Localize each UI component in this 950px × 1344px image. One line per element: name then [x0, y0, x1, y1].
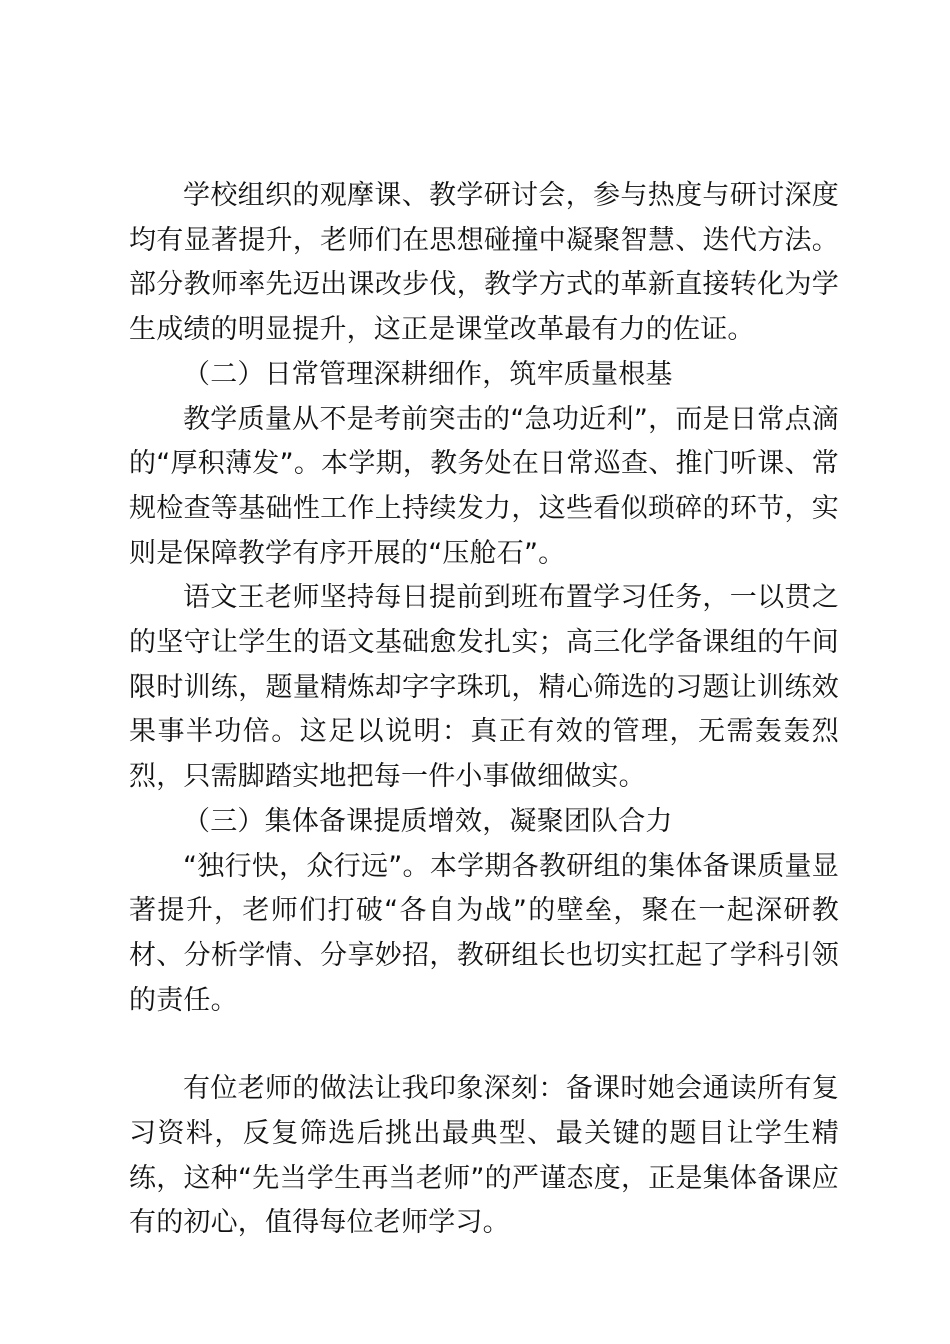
paragraph-teaching-quality: 教学质量从不是考前突击的“急功近利”，而是日常点滴的“厚积薄发”。本学期，教务处在日常巡查、推门听课、常规检查等基础性工作上持续发力，这些看似琐碎的环节，实则是保障教学有序开展的“压舱石”。 [129, 403, 839, 569]
paragraph-teacher-example: 语文王老师坚持每日提前到班布置学习任务，一以贯之的坚守让学生的语文基础愈发扎实；高三化学备课组的午间限时训练，题量精炼却字字珠玑，精心筛选的习题让训练效果事半功倍。这足以说明：真正有效的管理，无需轰轰烈烈，只需脚踏实地把每一件小事做细做实。 [129, 582, 839, 793]
paragraph-collective-preparation: “独行快，众行远”。本学期各教研组的集体备课质量显著提升，老师们打破“各自为战”的壁垒，聚在一起深研教材、分析学情、分享妙招，教研组长也切实扛起了学科引领的责任。 [129, 850, 839, 1016]
section-heading-daily-management: （二）日常管理深耕细作，筑牢质量根基 [183, 358, 673, 390]
paragraph-spacer [129, 1023, 839, 1067]
paragraph-observation-lessons: 学校组织的观摩课、教学研讨会，参与热度与研讨深度均有显著提升，老师们在思想碰撞中凝聚智慧、迭代方法。部分教师率先迈出课改步伐，教学方式的革新直接转化为学生成绩的明显提升，这正是课堂改革最有力的佐证。 [129, 180, 839, 346]
document-body [129, 174, 839, 1246]
paragraph-teacher-approach: 有位老师的做法让我印象深刻：备课时她会通读所有复习资料，反复筛选后挑出最典型、最关键的题目让学生精练，这种“先当学生再当老师”的严谨态度，正是集体备课应有的初心，值得每位老师学习。 [129, 1073, 839, 1239]
section-heading-collective-preparation: （三）集体备课提质增效，凝聚团队合力 [183, 805, 673, 837]
